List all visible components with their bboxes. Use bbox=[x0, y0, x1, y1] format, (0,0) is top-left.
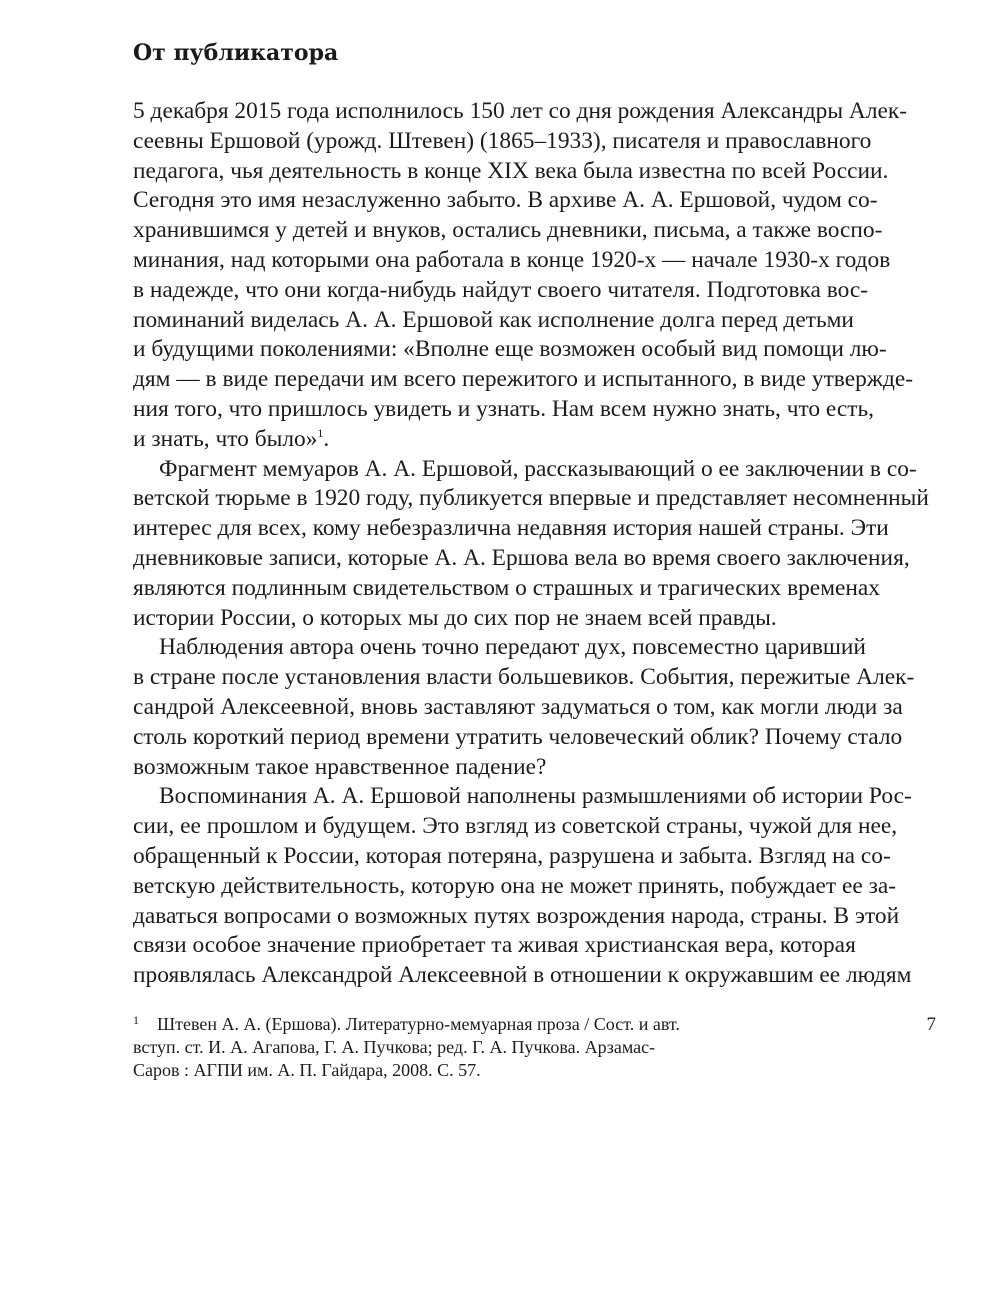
text-line: являются подлинным свидетельством о страшных и трагических временах bbox=[133, 574, 880, 601]
footnote-line: 1 Штевен А. А. (Ершова). Литературно-мемуарная проза / Сост. и авт. bbox=[133, 1013, 680, 1034]
text-line: Фрагмент мемуаров А. А. Ершовой, рассказывающий о ее заключении в со- bbox=[159, 455, 917, 482]
text-line: сеевны Ершовой (урожд. Штевен) (1865–1933), писателя и православного bbox=[133, 127, 872, 154]
paragraph-3 bbox=[133, 633, 963, 782]
text-line: дневниковые записи, которые А. А. Ершова вела во время своего заключения, bbox=[133, 544, 910, 571]
text-line: 5 декабря 2015 года исполнилось 150 лет со дня рождения Александры Алек- bbox=[133, 98, 908, 124]
text-line: Сегодня это имя незаслуженно забыто. В архиве А. А. Ершовой, чудом со- bbox=[133, 187, 878, 214]
section-heading: От публикатора bbox=[133, 40, 339, 66]
paragraph-2 bbox=[133, 455, 963, 634]
main-text bbox=[133, 97, 963, 991]
text-line: педагога, чья деятельность в конце XIX века была известна по всей России. bbox=[133, 157, 889, 184]
text-line: возможным такое нравственное падение? bbox=[133, 753, 547, 780]
footnote-line: вступ. ст. И. А. Агапова, Г. А. Пучкова; ред. Г. А. Пучкова. Арзамас- bbox=[133, 1037, 656, 1057]
text-line: в стране после установления власти большевиков. События, пережитые Алек- bbox=[133, 664, 915, 691]
footnote-line: Саров : АГПИ им. А. П. Гайдара, 2008. С. 57. bbox=[133, 1060, 481, 1080]
text-line: даваться вопросами о возможных путях возрождения народа, страны. В этой bbox=[133, 902, 900, 929]
text-line: столь короткий период времени утратить человеческий облик? Почему стало bbox=[133, 723, 903, 750]
text-line: сандрой Алексеевной, вновь заставляют задуматься о том, как могли люди за bbox=[133, 693, 903, 720]
text-line: в надежде, что они когда-нибудь найдут своего читателя. Подготовка вос- bbox=[133, 276, 869, 303]
text-line: обращенный к России, которая потеряна, разрушена и забыта. Взгляд на со- bbox=[133, 842, 891, 869]
footnote bbox=[133, 1013, 773, 1082]
text-line: и будущими поколениями: «Вполне еще возможен особый вид помощи лю- bbox=[133, 336, 887, 363]
text-line: хранившимся у детей и внуков, остались дневники, письма, а также воспо- bbox=[133, 217, 883, 244]
text-line: сии, ее прошлом и будущем. Это взгляд из советской страны, чужой для нее, bbox=[133, 813, 898, 840]
text-line: ветской тюрьме в 1920 году, публикуется впервые и представляет несомненный bbox=[133, 485, 929, 512]
text-line-last bbox=[133, 425, 963, 455]
text-fragment: . bbox=[323, 425, 330, 452]
text-line: связи особое значение приобретает та живая христианская вера, которая bbox=[133, 932, 856, 959]
footnote-reference[interactable]: 1 bbox=[317, 425, 324, 440]
text-line: ветскую действительность, которую она не может принять, побуждает ее за- bbox=[133, 872, 897, 899]
paragraph-4 bbox=[133, 782, 963, 991]
text-fragment: и знать, что было» bbox=[133, 425, 318, 452]
text-line: истории России, о которых мы до сих пор не знаем всей правды. bbox=[133, 604, 777, 631]
text-line: Воспоминания А. А. Ершовой наполнены размышлениями об истории Рос- bbox=[159, 783, 912, 810]
text-line: поминаний виделась А. А. Ершовой как исполнение долга перед детьми bbox=[133, 306, 854, 333]
text-line: интерес для всех, кому небезразлична недавняя история нашей страны. Эти bbox=[133, 515, 889, 542]
page-number: 7 bbox=[926, 1014, 936, 1035]
text-line: проявлялась Александрой Алексеевной в отношении к окружавшим ее людям bbox=[133, 962, 912, 989]
text-line: Наблюдения автора очень точно передают дух, повсеместно царивший bbox=[159, 634, 866, 661]
paragraph-1 bbox=[133, 97, 963, 455]
text-line: минания, над которыми она работала в конце 1920-х — начале 1930-х годов bbox=[133, 246, 891, 273]
text-line: ния того, что пришлось увидеть и узнать. Нам всем нужно знать, что есть, bbox=[133, 395, 874, 422]
text-line: дям — в виде передачи им всего пережитого и испытанного, в виде утвержде- bbox=[133, 366, 914, 393]
footnote-text: Штевен А. А. (Ершова). Литературно-мемуарная проза / Сост. и авт. bbox=[157, 1014, 680, 1034]
